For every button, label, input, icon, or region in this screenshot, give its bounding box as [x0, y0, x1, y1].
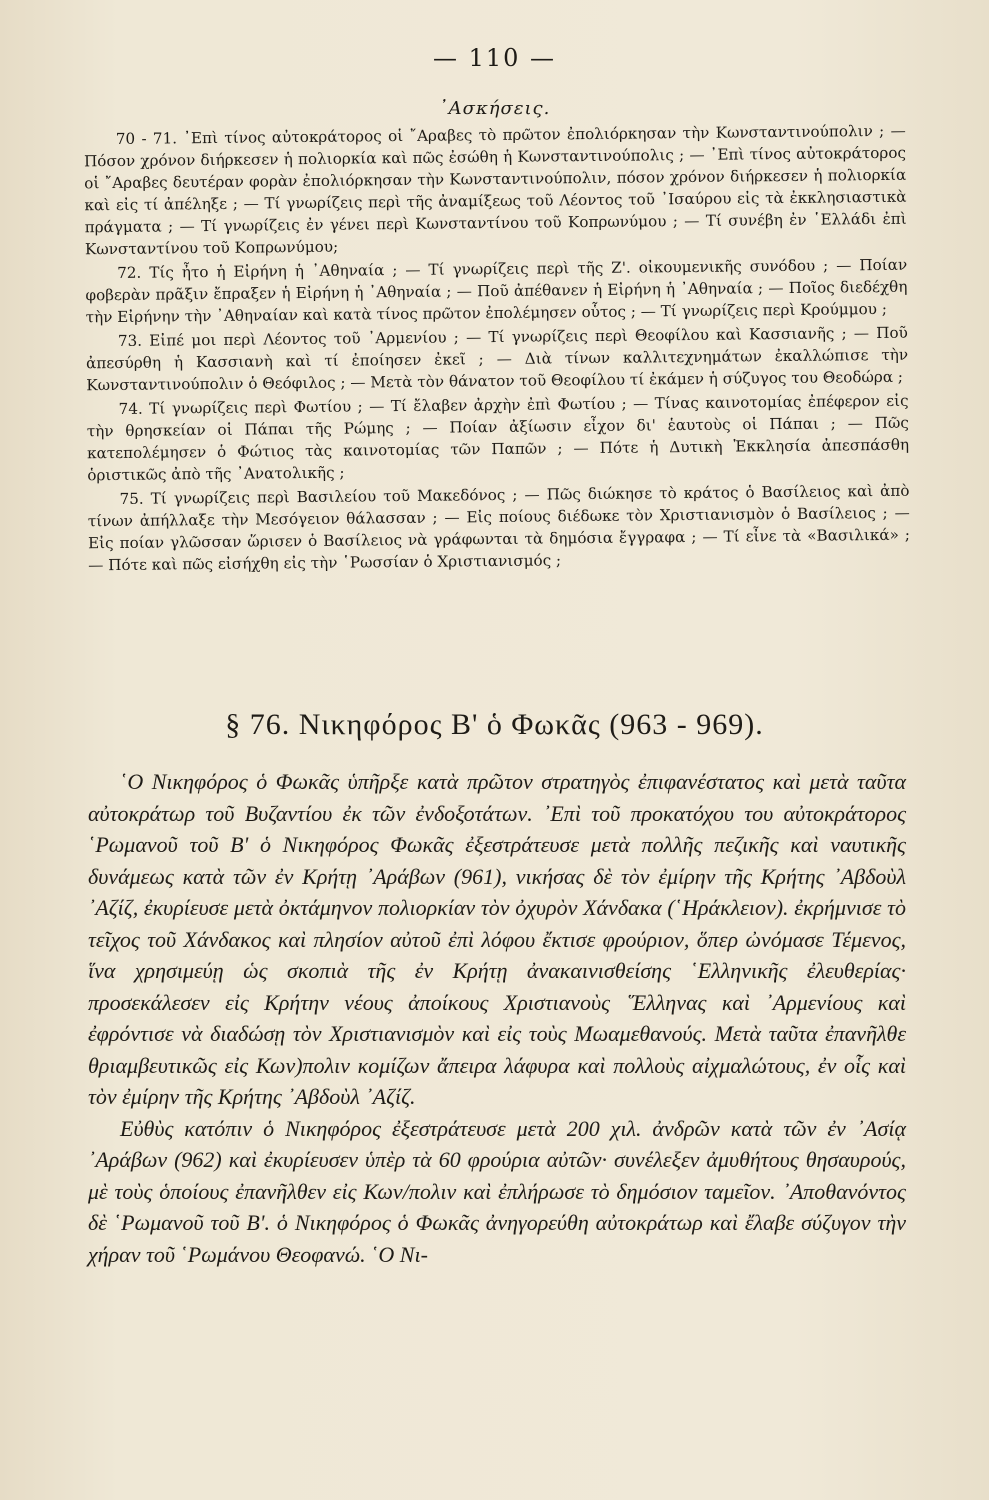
- exercise-paragraph: 70 - 71. ᾿Επὶ τίνος αὐτοκράτορος οἱ ῎Αραβες τὸ πρῶτον ἐπολιόρκησαν τὴν Κωνσταντινούπολιν ; — Πόσον χρόνον διήρκεσεν ἡ πολιορκία καὶ πῶς ἐσώθη ἡ Κωνσταντινούπολις ; — ᾿Επὶ τίνος αὐτοκράτορος οἱ ῎Αραβες δευτέραν φορὰν ἐπολιόρκησαν τὴν Κωνσταντινούπολιν, πόσον χρόνον διήρκεσεν ἡ πολιορκία καὶ εἰς τί ἀπέληξε ; — Τί γνωρίζεις περὶ τῆς ἀναμίξεως τοῦ Λέοντος τοῦ ᾿Ισαύρου εἰς τὰ ἐκκλησιαστικὰ πράγματα ; — Τί γνωρίζεις ἐν γένει περὶ Κωνσταντίνου τοῦ Κοπρωνύμου ; — Τί συνέβη ἐν ῾Ελλάδι ἐπὶ Κωνσταντίνου τοῦ Κοπρωνύμου;: [83, 121, 907, 259]
- page-number: — 110 —: [432, 44, 557, 72]
- body-paragraph: ῾Ο Νικηφόρος ὁ Φωκᾶς ὑπῆρξε κατὰ πρῶτον στρατηγὸς ἐπιφανέστατος καὶ μετὰ ταῦτα αὐτοκράτωρ τοῦ Βυζαντίου ἐκ τῶν ἐνδοξοτάτων. ᾿Επὶ τοῦ προκατόχου του αὐτοκράτορος ῾Ρωμανοῦ τοῦ Β' ὁ Νικηφόρος Φωκᾶς ἐξεστράτευσε μετὰ πολλῆς πεζικῆς καὶ ναυτικῆς δυνάμεως κατὰ τῶν ἐν Κρήτῃ ᾿Αράβων (961), νικήσας δὲ τὸν ἐμίρην τῆς Κρήτης ᾿Αβδοὺλ ᾿Αζίζ, ἐκυρίευσε μετὰ ὀκτάμηνον πολιορκίαν τὸν ὀχυρὸν Χάνδακα (῾Ηράκλειον). ἐκρήμνισε τὸ τεῖχος τοῦ Χάνδακος καὶ πλησίον αὐτοῦ ἐπὶ λόφου ἔκτισε φρούριον, ὅπερ ὠνόμασε Τέμενος, ἵνα χρησιμεύῃ ὡς σκοπιὰ τῆς ἐν Κρήτῃ ἀνακαινισθείσης ῾Ελληνικῆς ἐλευθερίας· προσεκάλεσεν εἰς Κρήτην νέους ἀποίκους Χριστιανοὺς ῞Ελληνας καὶ ᾿Αρμενίους καὶ ἐφρόντισε νὰ διαδώσῃ τὸν Χριστιανισμὸν καὶ εἰς τοὺς Μωαμεθανούς. Μετὰ ταῦτα ἐπανῆλθε θριαμβευτικῶς εἰς Κων)πολιν κομίζων ἄπειρα λάφυρα καὶ πολλοὺς αἰχμαλώτους, ἐν οἷς καὶ τὸν ἐμίρην τῆς Κρήτης ᾿Αβδοὺλ ᾿Αζίζ.: [88, 769, 906, 1109]
- exercise-paragraph: 73. Εἰπέ μοι περὶ Λέοντος τοῦ ᾿Αρμενίου ; — Τί γνωρίζεις περὶ Θεοφίλου καὶ Κασσιανῆς ; — Ποῦ ἀπεσύρθη ἡ Κασσιανὴ καὶ τί ἐποίησεν ἐκεῖ ; — Διὰ τίνων καλλιτεχνημάτων ἐκαλλώπισε τὴν Κωνσταντινούπολιν ὁ Θεόφιλος ; — Μετὰ τὸν θάνατον τοῦ Θεοφίλου τί ἐκάμεν ἡ σύζυγος του Θεοδώρα ;: [86, 323, 909, 395]
- exercises-heading: ᾿Ασκήσεις.: [438, 98, 551, 119]
- body-paragraph: Εὐθὺς κατόπιν ὁ Νικηφόρος ἐξεστράτευσε μετὰ 200 χιλ. ἀνδρῶν κατὰ τῶν ἐν ᾿Ασίᾳ ᾿Αράβων (962) καὶ ἐκυρίευσεν ὑπὲρ τὰ 60 φρούρια αὐτῶν· συνέλεξεν ἀμυθήτους θησαυρούς, μὲ τοὺς ὁποίους ἐπανῆλθεν εἰς Κων/πολιν καὶ ἐπλήρωσε τὸ δημόσιον ταμεῖον. ᾿Αποθανόντος δὲ ῾Ρωμανοῦ τοῦ Β'. ὁ Νικηφόρος ὁ Φωκᾶς ἀνηγορεύθη αὐτοκράτωρ καὶ ἔλαβε σύζυγον τὴν χήραν τοῦ ῾Ρωμάνου Θεοφανώ. ῾Ο Νι-: [88, 1115, 906, 1267]
- exercises-block: [84, 120, 911, 579]
- exercise-paragraph: 74. Τί γνωρίζεις περὶ Φωτίου ; — Τί ἔλαβεν ἀρχὴν ἐπὶ Φωτίου ; — Τίνας καινοτομίας ἐπέφερον εἰς τὴν θρησκείαν οἱ Πάπαι τῆς Ρώμης ; — Ποίαν ἀξίωσιν εἶχον δι' ἑαυτοὺς οἱ Πάπαι ; — Πῶς κατεπολέμησεν ὁ Φώτιος τὰς καινοτομίας τῶν Παπῶν ; — Πότε ἡ Δυτικὴ Ἐκκλησία ἀπεσπάσθη ὁριστικῶς ἀπὸ τῆς ᾿Ανατολικῆς ;: [86, 391, 910, 485]
- chapter-body: [88, 766, 906, 1270]
- chapter-title: § 76. Νικηφόρος Β' ὁ Φωκᾶς (963 - 969).: [225, 708, 764, 741]
- exercise-paragraph: 72. Τίς ἦτο ἡ Εἰρήνη ἡ ᾿Αθηναία ; — Τί γνωρίζεις περὶ τῆς Ζ'. οἰκουμενικῆς συνόδου ; — Ποίαν φοβερὰν πρᾶξιν ἔπραξεν ἡ Εἰρήνη ἡ ᾿Αθηναία ; — Ποῦ ἀπέθανεν ἡ Εἰρήνη ἡ ᾿Αθηναία ; — Ποῖος διεδέχθη τὴν Εἰρήνην τὴν ᾿Αθηναίαν καὶ κατὰ τίνος πρῶτον ἐπολέμησεν οὗτος ; — Τί γνωρίζεις περὶ Κρούμμου ;: [85, 255, 908, 327]
- exercise-paragraph: 75. Τί γνωρίζεις περὶ Βασιλείου τοῦ Μακεδόνος ; — Πῶς διώκησε τὸ κράτος ὁ Βασίλειος καὶ ἀπὸ τίνων ἀπήλλαξε τὴν Μεσόγειον θάλασσαν ; — Εἰς ποίους διέδωκε τὸν Χριστιανισμὸν ὁ Βασίλειος ; — Εἰς ποίαν γλῶσσαν ὥρισεν ὁ Βασίλειος νὰ γράφωνται τὰ δημόσια ἔγγραφα ; — Τί εἶνε τὰ «Βασιλικά» ; — Πότε καὶ πῶς εἰσήχθη εἰς τὴν ῾Ρωσσίαν ὁ Χριστιανισμός ;: [87, 481, 911, 575]
